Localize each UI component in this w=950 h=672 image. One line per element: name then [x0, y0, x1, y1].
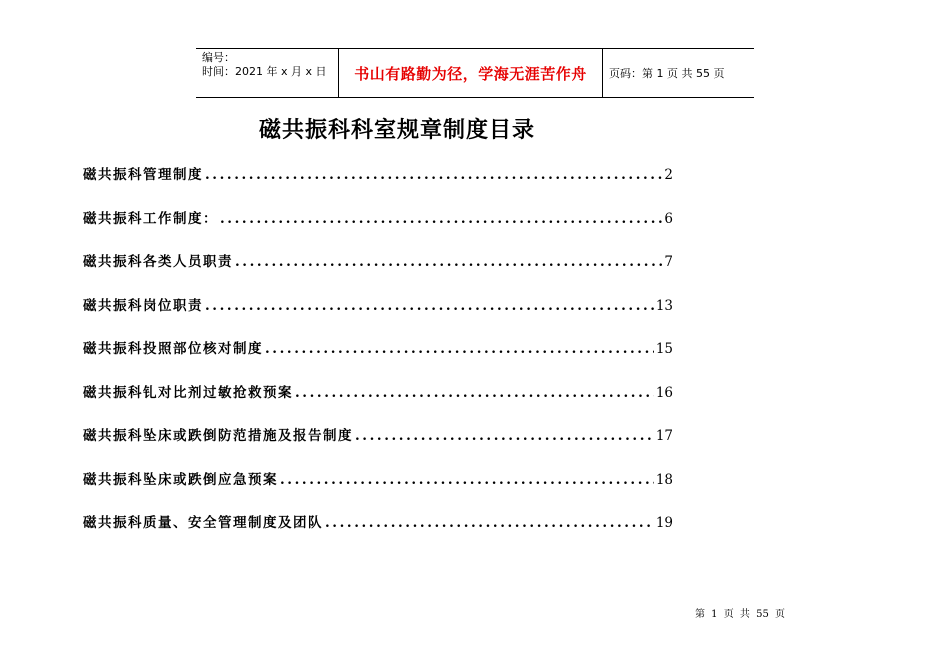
- page-header: [196, 48, 754, 98]
- toc-entry[interactable]: [83, 294, 673, 338]
- toc-dot-leader: [220, 211, 662, 227]
- header-slogan: 书山有路勤为径，学海无涯苦作舟: [339, 49, 603, 97]
- toc-entry-label: 磁共振科坠床或跌倒应急预案: [83, 471, 278, 488]
- table-of-contents: [83, 163, 673, 555]
- toc-dot-leader: [265, 341, 654, 357]
- toc-dot-leader: [295, 385, 654, 401]
- toc-dot-leader: [325, 515, 654, 531]
- toc-entry-page: 13: [655, 297, 673, 314]
- toc-entry-label: 磁共振科工作制度：: [83, 210, 218, 227]
- toc-dot-leader: [280, 472, 654, 488]
- toc-entry-page: 19: [655, 515, 673, 531]
- toc-entry[interactable]: [83, 468, 673, 512]
- toc-entry-label: 磁共振科钆对比剂过敏抢救预案: [83, 384, 293, 401]
- toc-entry[interactable]: [83, 207, 673, 251]
- toc-entry-label: 磁共振科质量、安全管理制度及团队: [83, 515, 323, 531]
- toc-entry[interactable]: [83, 163, 673, 207]
- toc-entry[interactable]: [83, 250, 673, 294]
- document-date: 时间：2021 年 x 月 x 日: [202, 65, 327, 78]
- toc-dot-leader: [205, 167, 662, 183]
- toc-dot-leader: [355, 428, 654, 444]
- toc-entry-page: 17: [655, 428, 673, 444]
- toc-entry-label: 磁共振科岗位职责: [83, 297, 203, 314]
- header-meta-cell: [196, 49, 339, 97]
- toc-entry-label: 磁共振科管理制度: [83, 167, 203, 183]
- toc-entry-page: 7: [664, 254, 673, 270]
- toc-entry[interactable]: [83, 381, 673, 425]
- header-page-info: 页码：第 1 页 共 55 页: [609, 67, 725, 80]
- toc-entry-label: 磁共振科坠床或跌倒防范措施及报告制度: [83, 428, 353, 444]
- toc-entry[interactable]: [83, 511, 673, 555]
- toc-entry[interactable]: [83, 424, 673, 468]
- document-title: 磁共振科科室规章制度目录: [258, 118, 535, 143]
- toc-entry-page: 18: [655, 471, 673, 488]
- toc-entry-page: 16: [655, 384, 673, 401]
- toc-entry-label: 磁共振科投照部位核对制度: [83, 341, 263, 357]
- toc-entry-page: 15: [655, 341, 673, 357]
- document-number-label: 编号：: [202, 51, 235, 64]
- toc-dot-leader: [235, 254, 662, 270]
- toc-dot-leader: [205, 298, 654, 314]
- page-footer: 第 1 页 共 55 页: [695, 609, 785, 620]
- toc-entry-page: 6: [664, 210, 673, 227]
- toc-entry-page: 2: [664, 167, 673, 183]
- toc-entry[interactable]: [83, 337, 673, 381]
- toc-entry-label: 磁共振科各类人员职责: [83, 254, 233, 270]
